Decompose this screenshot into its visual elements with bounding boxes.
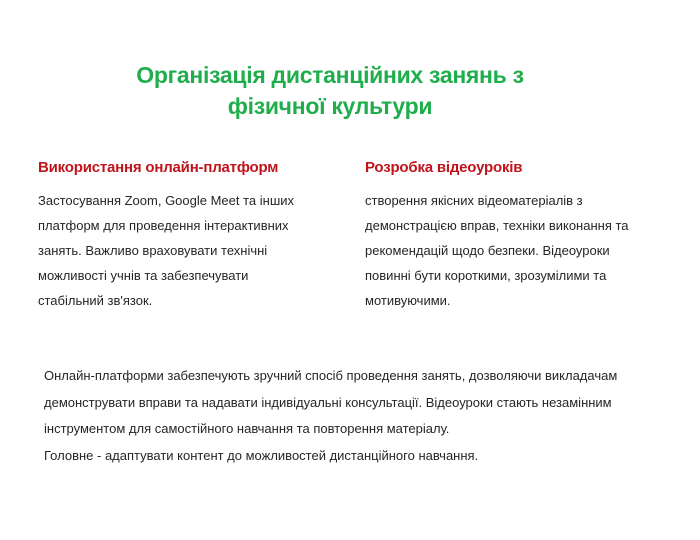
left-column-line: Застосування Zoom, Google Meet та інших: [38, 193, 295, 208]
summary-line: Головне - адаптувати контент до можливостей дистанційного навчання.: [44, 447, 479, 463]
slide-title-line-2: фізичної культури: [227, 93, 433, 119]
left-column-heading: Використання онлайн-платформ: [38, 159, 279, 176]
slide-title: [70, 60, 590, 122]
left-column-line: платформ для проведення інтерактивних: [38, 218, 289, 233]
right-column-heading: Розробка відеоуроків: [365, 159, 523, 176]
right-column-line: створення якісних відеоматеріалів з: [365, 193, 583, 208]
right-column-line: повинні бути короткими, зрозумілими та: [365, 268, 607, 283]
left-column-line: можливості учнів та забезпечувати: [38, 268, 249, 283]
summary-line: демонструвати вправи та надавати індивідуальні консультації. Відеоуроки стають незамінним: [44, 394, 612, 410]
right-column-line: рекомендацій щодо безпеки. Відеоуроки: [365, 243, 610, 258]
right-column-text: [365, 188, 665, 313]
summary-paragraph: [44, 363, 664, 469]
summary-line: інструментом для самостійного навчання та повторення матеріалу.: [44, 421, 450, 436]
left-column-text: [38, 188, 338, 313]
left-column-line: стабільний зв'язок.: [38, 293, 153, 308]
right-column-line: мотивуючими.: [365, 293, 451, 308]
left-column-line: занять. Важливо враховувати технічні: [38, 243, 268, 258]
summary-line: Онлайн-платформи забезпечують зручний спосіб проведення занять, дозволяючи викладачам: [44, 368, 618, 383]
slide-title-line-1: Організація дистанційних занянь з: [136, 62, 524, 88]
right-column-line: демонстрацією вправ, техніки виконання та: [365, 218, 629, 233]
